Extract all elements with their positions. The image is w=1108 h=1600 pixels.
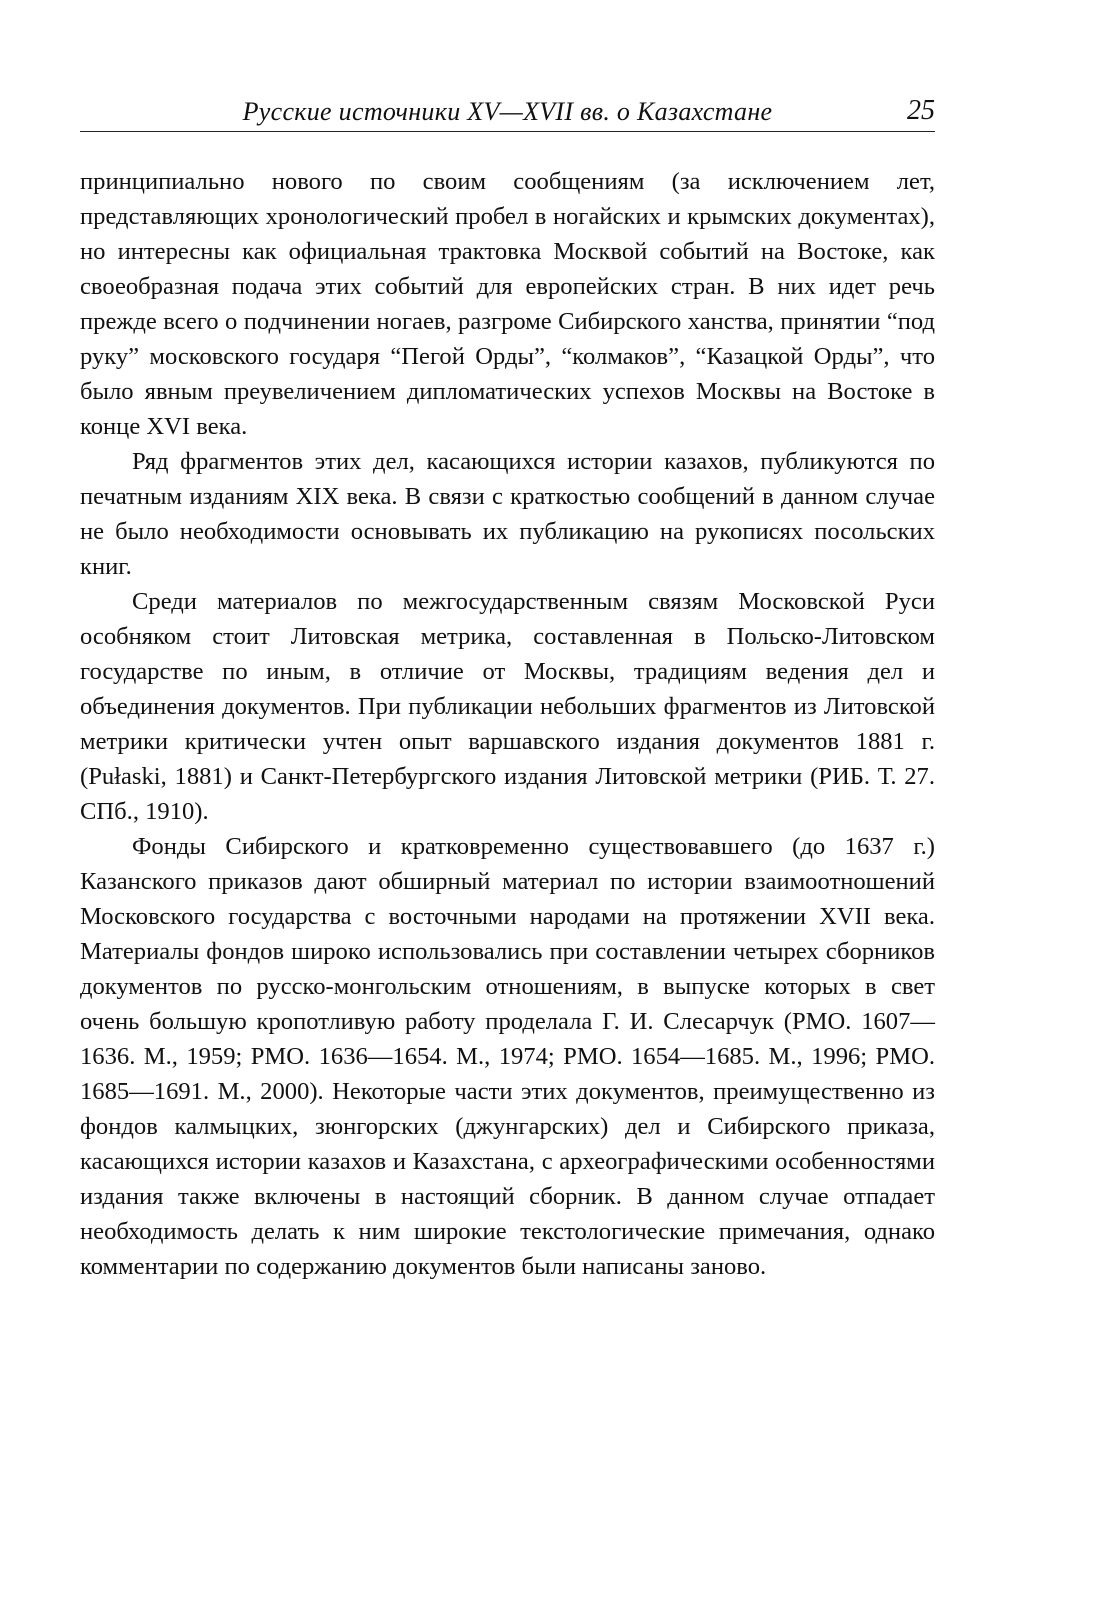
book-page	[80, 95, 935, 1515]
body-text	[80, 164, 935, 1284]
paragraph: Среди материалов по межгосударственным связям Московской Руси особняком стоит Литовская метрика, составленная в Польско-Литовском государстве по иным, в отличие от Москвы, традициям ведения дел и объединения документов. При публикации небольших фрагментов из Литовской метрики критически учтен опыт варшавского издания документов 1881 г. (Pułaski, 1881) и Санкт-Петербургского издания Литовской метрики (РИБ. Т. 27. СПб., 1910).	[80, 588, 935, 825]
page-number: 25	[907, 95, 935, 126]
paragraph: Ряд фрагментов этих дел, касающихся истории казахов, публикуются по печатным изданиям XIX века. В связи с краткостью сообщений в данном случае не было необходимости основывать их публикацию на рукописях посольских книг.	[80, 448, 935, 580]
paragraph: Фонды Сибирского и кратковременно существовавшего (до 1637 г.) Казанского приказов дают обширный материал по истории взаимоотношений Московского государства с восточными народами на протяжении XVII века. Материалы фондов широко использовались при составлении четырех сборников документов по русско-монгольским отношениям, в выпуске которых в свет очень большую кропотливую работу проделала Г. И. Слесарчук (РМО. 1607—1636. М., 1959; РМО. 1636—1654. М., 1974; РМО. 1654—1685. М., 1996; РМО. 1685—1691. М., 2000). Некоторые части этих документов, преимущественно из фондов калмыцких, зюнгорских (джунгарских) дел и Сибирского приказа, касающихся истории казахов и Казахстана, с археографическими особенностями издания также включены в настоящий сборник. В данном случае отпадает необходимость делать к ним широкие текстологические примечания, однако комментарии по содержанию документов были написаны заново.	[80, 833, 935, 1280]
paragraph-continued: принципиально нового по своим сообщениям (за исключением лет, представляющих хронологический пробел в ногайских и крымских документах), но интересны как официальная трактовка Москвой событий на Востоке, как своеобразная подача этих событий для европейских стран. В них идет речь прежде всего о подчинении ногаев, разгроме Сибирского ханства, принятии “под руку” московского государя “Пегой Орды”, “колмаков”, “Казацкой Орды”, что было явным преувеличением дипломатических успехов Москвы на Востоке в конце XVI века.	[80, 168, 935, 440]
running-head	[80, 95, 935, 132]
running-title: Русские источники XV—XVII вв. о Казахстане	[242, 97, 773, 126]
